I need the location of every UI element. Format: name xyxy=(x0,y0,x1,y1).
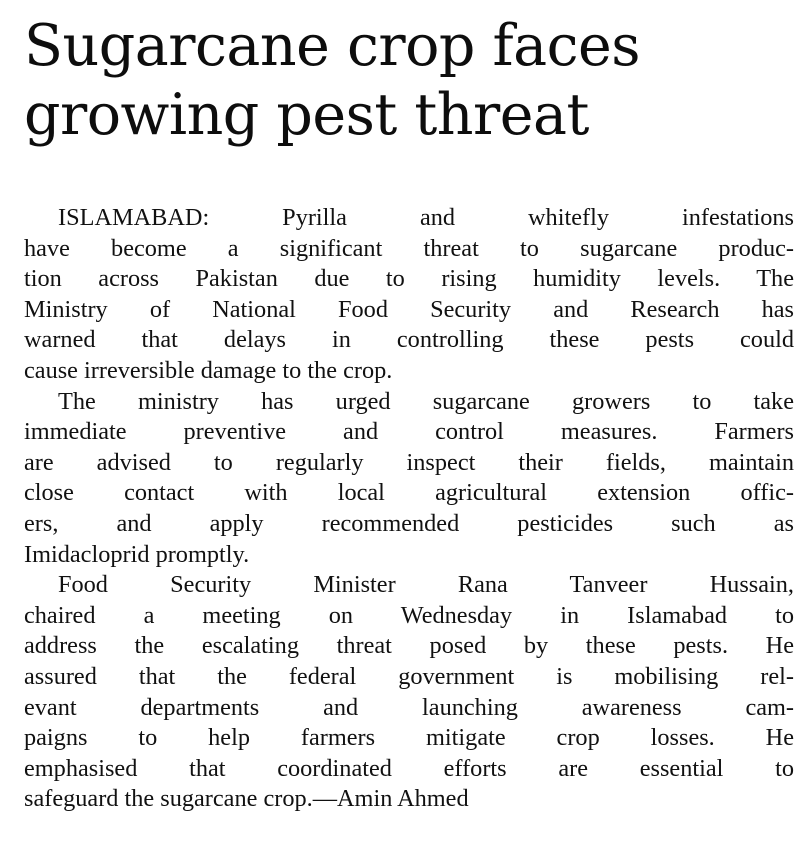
article-body xyxy=(24,203,794,815)
paragraph xyxy=(24,387,794,571)
text-line: close contact with local agricultural extension offic- xyxy=(24,479,794,507)
text-line: cause irreversible damage to the crop. xyxy=(24,356,393,384)
text-line: address the escalating threat posed by these pests. He xyxy=(24,632,794,660)
byline-line: safeguard the sugarcane crop.—Amin Ahmed xyxy=(24,785,469,813)
text-line: tion across Pakistan due to rising humidity levels. The xyxy=(24,265,794,293)
text-line: ers, and apply recommended pesticides such as xyxy=(24,509,794,537)
headline xyxy=(24,12,804,150)
text-line: Imidacloprid promptly. xyxy=(24,540,250,568)
headline-line: growing pest threat xyxy=(24,82,589,148)
text-line: Food Security Minister Rana Tanveer Hussain, xyxy=(58,571,794,599)
text-line: evant departments and launching awareness cam- xyxy=(24,693,794,721)
paragraph xyxy=(24,203,794,387)
paragraph xyxy=(24,570,794,815)
text-line: The ministry has urged sugarcane growers to take xyxy=(58,387,794,415)
text-line: chaired a meeting on Wednesday in Islamabad to xyxy=(24,601,794,629)
text-line: paigns to help farmers mitigate crop losses. He xyxy=(24,724,794,752)
text-line: warned that delays in controlling these pests could xyxy=(24,326,794,354)
text-line: have become a significant threat to sugarcane produc- xyxy=(24,234,794,262)
text-line: assured that the federal government is mobilising rel- xyxy=(24,662,794,690)
text-line: ISLAMABAD: Pyrilla and whitefly infestations xyxy=(58,204,794,231)
headline-line: Sugarcane crop faces xyxy=(24,13,641,79)
text-line: Ministry of National Food Security and Research has xyxy=(24,295,794,323)
text-line: are advised to regularly inspect their fields, maintain xyxy=(24,448,794,476)
text-line: immediate preventive and control measures. Farmers xyxy=(24,418,794,446)
text-line: emphasised that coordinated efforts are essential to xyxy=(24,754,794,782)
